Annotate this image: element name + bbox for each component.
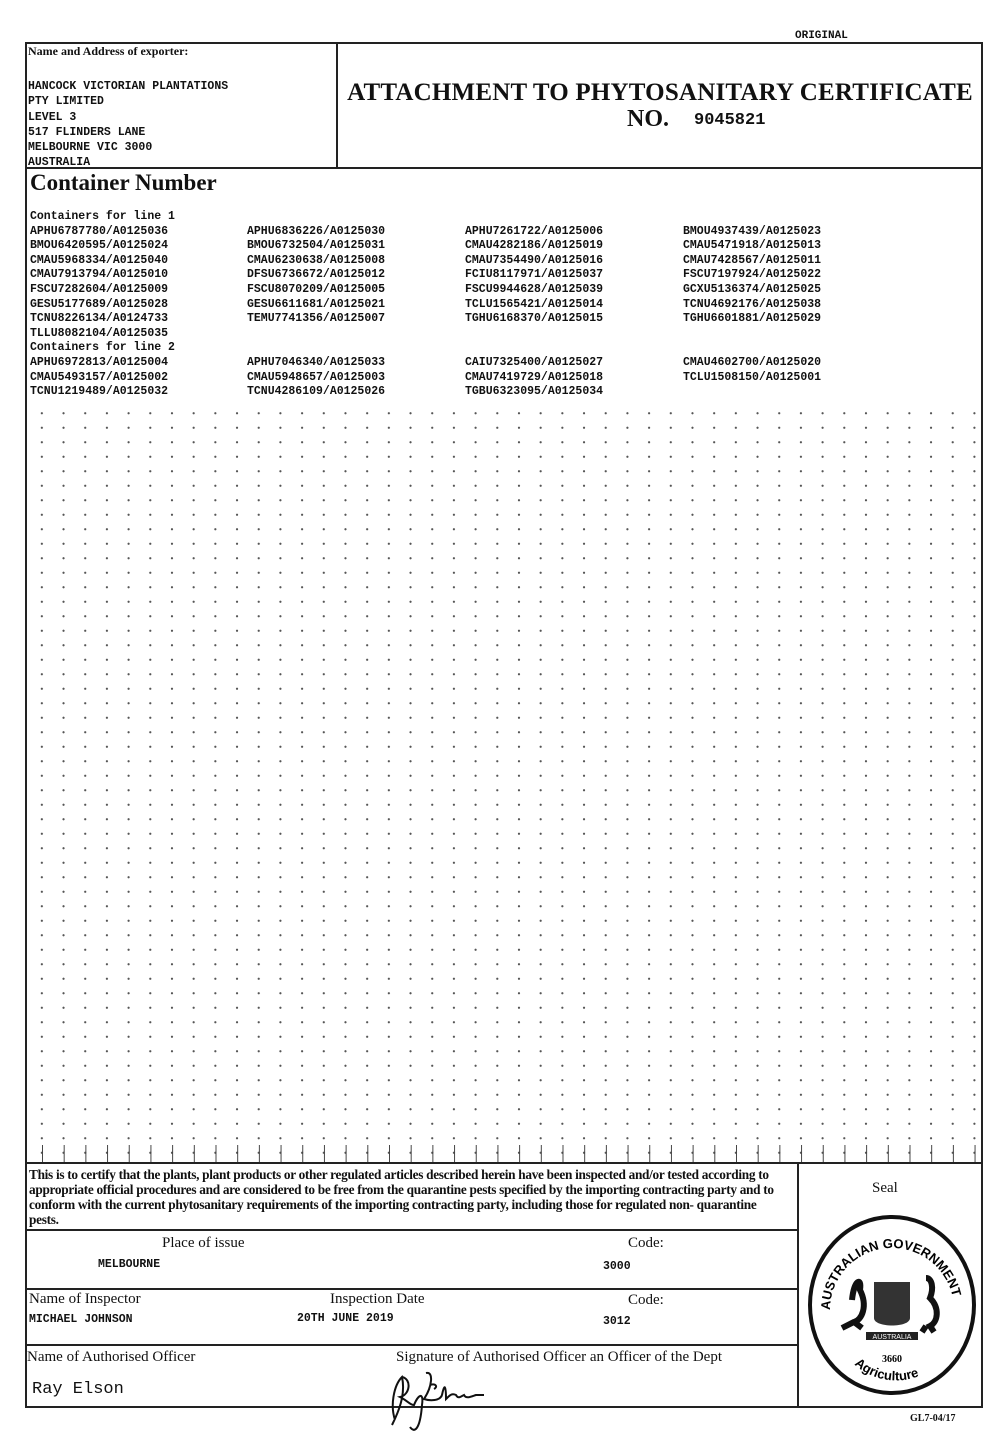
container-number: GESU5177689/A0125028: [30, 297, 169, 311]
container-number: DFSU6736672/A0125012: [247, 268, 386, 282]
place-of-issue-value: MELBOURNE: [98, 1258, 161, 1271]
container-number: TCNU4286109/A0125026: [247, 385, 386, 399]
authorised-officer-value: Ray Elson: [32, 1380, 124, 1399]
seal-divider: [797, 1162, 799, 1408]
container-number: APHU7261722/A0125006: [465, 224, 604, 238]
inspector-code-label: Code:: [628, 1292, 664, 1308]
container-number: GCXU5136374/A0125025: [683, 283, 822, 296]
container-number: APHU6836226/A0125030: [247, 224, 386, 238]
divider: [27, 1229, 797, 1231]
container-number: TLLU8082104/A0125035: [30, 326, 169, 340]
container-number: TCNU4692176/A0125038: [683, 297, 822, 311]
place-of-issue-label: Place of issue: [162, 1235, 245, 1251]
container-number: APHU6972813/A0125004: [30, 356, 169, 369]
container-number: TGHU6601881/A0125029: [683, 312, 822, 326]
divider: [27, 1288, 797, 1290]
cert-no-value: 9045821: [694, 111, 766, 130]
place-code-label: Code:: [628, 1235, 664, 1251]
container-number: APHU6787780/A0125036: [30, 224, 169, 238]
container-number: CMAU7419729/A0125018: [465, 370, 604, 384]
exporter-address-line: HANCOCK VICTORIAN PLANTATIONS: [28, 80, 229, 93]
inspector-label: Name of Inspector: [29, 1291, 141, 1307]
container-line-label: Containers for line 2: [30, 341, 175, 355]
exporter-label: Name and Address of exporter:: [28, 44, 189, 58]
signature-image: [380, 1365, 500, 1435]
svg-text:3660: 3660: [882, 1354, 902, 1365]
cert-no-label: NO.: [627, 106, 669, 132]
seal-stamp: [802, 1210, 982, 1400]
section-heading: Container Number: [30, 170, 217, 195]
svg-text:AUSTRALIA: AUSTRALIA: [872, 1334, 912, 1341]
exporter-address: [28, 79, 228, 171]
inspection-date-label: Inspection Date: [330, 1291, 425, 1307]
exporter-address-line: PTY LIMITED: [28, 95, 104, 109]
document-title: ATTACHMENT TO PHYTOSANITARY CERTIFICATE: [347, 79, 973, 106]
container-number: TCLU1508150/A0125001: [683, 370, 822, 384]
container-number: CMAU4602700/A0125020: [683, 356, 822, 369]
container-number: CMAU7354490/A0125016: [465, 253, 604, 267]
container-number: TCNU1219489/A0125032: [30, 385, 169, 399]
container-number: TEMU7741356/A0125007: [247, 312, 386, 326]
container-number: CMAU5493157/A0125002: [30, 370, 169, 384]
container-number: CMAU5968334/A0125040: [30, 253, 169, 267]
container-number: CMAU4282186/A0125019: [465, 239, 604, 253]
container-number: CMAU7428567/A0125011: [683, 253, 822, 267]
container-number: BMOU6732504/A0125031: [247, 239, 386, 253]
dotted-grid-area: [27, 402, 981, 1160]
container-number: APHU7046340/A0125033: [247, 356, 386, 369]
container-number: CAIU7325400/A0125027: [465, 356, 604, 369]
container-line-label: Containers for line 1: [30, 210, 175, 223]
inspection-date-value: 20TH JUNE 2019: [297, 1312, 394, 1325]
authorised-officer-label: Name of Authorised Officer: [27, 1349, 196, 1365]
container-number: FCIU8117971/A0125037: [465, 268, 604, 282]
container-number: FSCU7197924/A0125022: [683, 268, 822, 282]
container-number: FSCU7282604/A0125009: [30, 283, 169, 296]
exporter-box: [25, 42, 338, 169]
container-number: BMOU6420595/A0125024: [30, 239, 169, 253]
container-number: TGHU6168370/A0125015: [465, 312, 604, 326]
exporter-address-line: LEVEL 3: [28, 110, 77, 124]
container-number: FSCU8070209/A0125005: [247, 283, 386, 296]
svg-text:AUSTRALIAN GOVERNMENT: AUSTRALIAN GOVERNMENT: [817, 1235, 965, 1311]
exporter-address-line: AUSTRALIA: [28, 156, 91, 170]
exporter-address-line: MELBOURNE VIC 3000: [28, 141, 153, 155]
signature-label: Signature of Authorised Officer an Officer of the Dept: [396, 1349, 723, 1365]
container-number: TGBU6323095/A0125034: [465, 385, 604, 399]
certification-text: This is to certify that the plants, plant products or other regulated articles described herein have been inspected and/or tested according to appropriate official procedures and are considered to be free from the quarantine pests specified by the importing contracting party and to conform with the current phytosanitary requirements of the importing contracting party, including those for regulated non- quarantine pests.: [29, 1167, 774, 1227]
inspector-code-value: 3012: [603, 1315, 631, 1328]
container-number: CMAU5471918/A0125013: [683, 239, 822, 253]
original-mark: ORIGINAL: [795, 30, 848, 42]
form-code: GL7-04/17: [910, 1413, 956, 1424]
container-number: CMAU6230638/A0125008: [247, 253, 386, 267]
seal-label: Seal: [872, 1180, 898, 1196]
container-number: TCNU8226134/A0124733: [30, 312, 169, 326]
container-number: CMAU5948657/A0125003: [247, 370, 386, 384]
container-number: TCLU1565421/A0125014: [465, 297, 604, 311]
title-box: [337, 42, 983, 169]
grid-bottom-ticks: [27, 1145, 981, 1164]
container-number: FSCU9944628/A0125039: [465, 283, 604, 296]
container-number: CMAU7913794/A0125010: [30, 268, 169, 282]
svg-text:Agriculture: Agriculture: [852, 1354, 921, 1384]
divider: [27, 1344, 797, 1346]
container-number: BMOU4937439/A0125023: [683, 224, 822, 238]
place-code-value: 3000: [603, 1260, 631, 1273]
container-number: GESU6611681/A0125021: [247, 297, 386, 311]
inspector-value: MICHAEL JOHNSON: [29, 1313, 133, 1326]
exporter-address-line: 517 FLINDERS LANE: [28, 125, 146, 139]
